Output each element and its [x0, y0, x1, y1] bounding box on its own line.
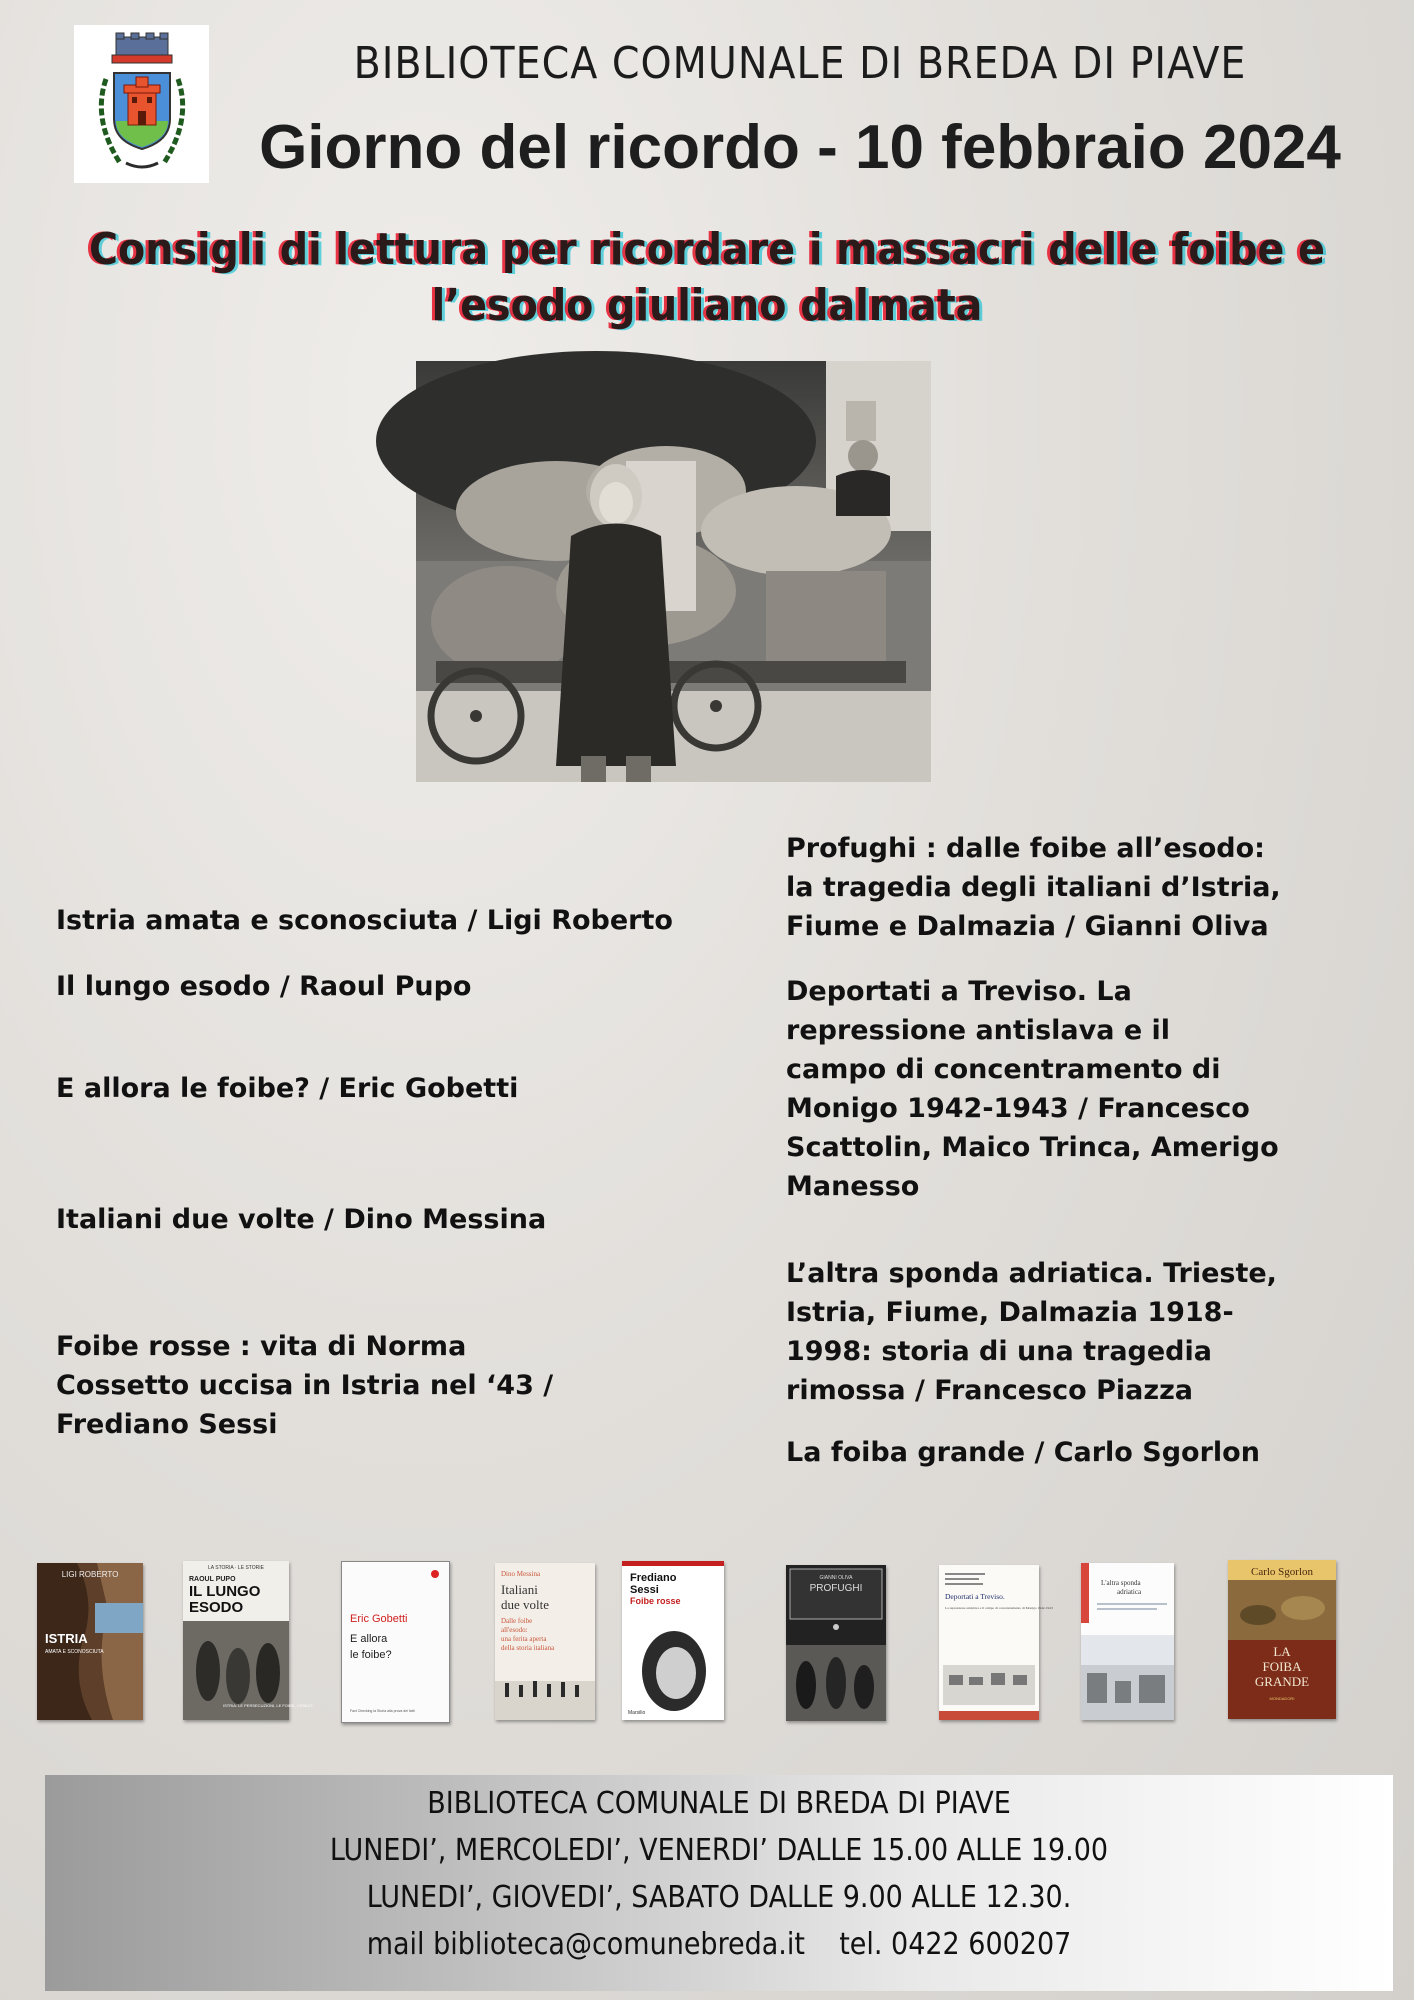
subtitle-line: l’esodo giuliano dalmata	[431, 280, 983, 331]
cover-title-line: Italiani	[501, 1582, 538, 1597]
book-cover-l-altra-sponda-adriatica	[1081, 1563, 1174, 1720]
cover-title-line: GRANDE	[1254, 1674, 1310, 1689]
cover-subtitle: Dalle foibe	[501, 1617, 533, 1625]
historical-photo-exodus	[416, 361, 931, 782]
cover-subtitle: una ferita aperta	[501, 1635, 547, 1643]
book-cover-e-allora-le-foibe	[341, 1561, 450, 1723]
cover-author: GIANNI OLIVA	[819, 1575, 853, 1581]
cover-series: LA STORIA · LE STORIE	[208, 1565, 264, 1571]
book-entry	[56, 901, 696, 940]
footer-opening-hours-afternoon: LUNEDI’, MERCOLEDI’, VENERDI’ DALLE 15.00 ALLE 19.00	[329, 1833, 1109, 1868]
book-entry	[56, 1327, 696, 1444]
book-entry-line: E allora le foibe? / Eric Gobetti	[56, 1073, 519, 1104]
book-entry-line: Manesso	[786, 1171, 920, 1202]
cover-subtitle: all'esodo:	[501, 1626, 528, 1634]
book-entry-line: 1998: storia di una tragedia	[786, 1336, 1212, 1367]
cover-publisher: MONDADORI	[1269, 1696, 1295, 1701]
book-entry-line: Scattolin, Maico Trinca, Amerigo	[786, 1132, 1279, 1163]
cover-title: Foibe rosse	[630, 1596, 681, 1606]
book-entry-line: Cossetto uccisa in Istria nel ‘43 /	[56, 1370, 554, 1401]
book-entry	[56, 967, 696, 1006]
library-info-footer	[45, 1775, 1393, 1991]
cover-title-line: E allora	[350, 1633, 388, 1645]
book-entry	[786, 829, 1386, 946]
cover-title: Deportati a Treviso.	[945, 1592, 1005, 1601]
book-entry-line: rimossa / Francesco Piazza	[786, 1375, 1194, 1406]
cover-title-line: le foibe?	[350, 1649, 392, 1661]
subtitle-line: Consigli di lettura per ricordare i massacri delle foibe e	[88, 224, 1326, 275]
cover-title: ISTRIA	[45, 1631, 88, 1646]
book-entry-line: L’altra sponda adriatica. Trieste,	[786, 1258, 1277, 1289]
event-title: Giorno del ricordo - 10 febbraio 2024	[259, 113, 1341, 182]
book-entry-line: Istria amata e sconosciuta / Ligi Roberto	[56, 905, 673, 936]
footer-opening-hours-morning: LUNEDI’, GIOVEDI’, SABATO DALLE 9.00 ALLE 12.30.	[366, 1880, 1072, 1915]
cover-title-line: ESODO	[189, 1599, 244, 1616]
book-cover-istria	[37, 1563, 143, 1720]
book-cover-deportati-a-treviso	[939, 1565, 1053, 1720]
book-entry-line: repressione antislava e il	[786, 1015, 1171, 1046]
book-entry-line: Istria, Fiume, Dalmazia 1918-	[786, 1297, 1234, 1328]
cover-title-line: LA	[1273, 1644, 1291, 1659]
book-cover-la-foiba-grande	[1228, 1560, 1336, 1719]
cover-title-line: adriatica	[1117, 1588, 1142, 1596]
cover-author: RAOUL PUPO	[189, 1576, 236, 1583]
library-name-header: BIBLIOTECA COMUNALE DI BREDA DI PIAVE	[353, 38, 1247, 89]
reading-suggestions-subtitle	[40, 222, 1374, 334]
book-entry-line: Il lungo esodo / Raoul Pupo	[56, 971, 472, 1002]
book-entry	[786, 1254, 1386, 1410]
cover-author: Dino Messina	[501, 1570, 541, 1578]
book-entry-line: Italiani due volte / Dino Messina	[56, 1204, 547, 1235]
cover-title: PROFUGHI	[809, 1583, 863, 1594]
cover-subtitle: AMATA E SCONOSCIUTA	[45, 1649, 104, 1655]
book-entry-line: Profughi : dalle foibe all’esodo:	[786, 833, 1265, 864]
book-entry	[786, 972, 1386, 1206]
cover-subtitle: ISTRIA: LE PERSECUZIONI, LE FOIBE, L'ESILIO	[223, 1703, 313, 1708]
cover-author-line: Frediano	[630, 1572, 677, 1584]
book-entry-line: La foiba grande / Carlo Sgorlon	[786, 1437, 1260, 1468]
book-entry-line: Frediano Sessi	[56, 1409, 278, 1440]
book-entry	[56, 1069, 696, 1108]
cover-author: Carlo Sgorlon	[1250, 1566, 1314, 1578]
book-entry	[786, 1433, 1386, 1472]
book-entry-line: la tragedia degli italiani d’Istria,	[786, 872, 1281, 903]
book-entry-line: campo di concentramento di	[786, 1054, 1221, 1085]
cover-title-line: IL LUNGO	[189, 1583, 261, 1600]
cover-author: LIGI ROBERTO	[61, 1570, 119, 1579]
cover-footer: Fact Checking la Storia alla prova dei fatti	[350, 1709, 415, 1713]
footer-contacts: mail biblioteca@comunebreda.it tel. 0422 600207	[366, 1927, 1072, 1962]
cover-publisher: Marsilio	[628, 1710, 646, 1716]
book-entry	[56, 1200, 696, 1239]
cover-subtitle: della storia italiana	[501, 1644, 555, 1652]
cover-author-line: Sessi	[630, 1584, 659, 1596]
book-cover-italiani-due-volte	[495, 1563, 595, 1720]
cover-title-line: FOIBA	[1262, 1659, 1302, 1674]
book-entry-line: Deportati a Treviso. La	[786, 976, 1132, 1007]
book-cover-profughi	[786, 1565, 886, 1721]
cover-title-line: due volte	[501, 1597, 550, 1612]
book-cover-foibe-rosse	[622, 1561, 724, 1720]
cover-subtitle: La repressione antislava e il campo di concentramento di Monigo 1942-1943	[945, 1606, 1053, 1610]
book-entry-line: Fiume e Dalmazia / Gianni Oliva	[786, 911, 1269, 942]
municipal-crest-logo	[74, 25, 209, 183]
cover-author: Eric Gobetti	[350, 1613, 408, 1625]
book-entry-line: Monigo 1942-1943 / Francesco	[786, 1093, 1250, 1124]
book-cover-il-lungo-esodo	[183, 1561, 313, 1720]
footer-library-name: BIBLIOTECA COMUNALE DI BREDA DI PIAVE	[427, 1786, 1011, 1821]
cover-title-line: L'altra sponda	[1101, 1579, 1141, 1587]
book-entry-line: Foibe rosse : vita di Norma	[56, 1331, 467, 1362]
